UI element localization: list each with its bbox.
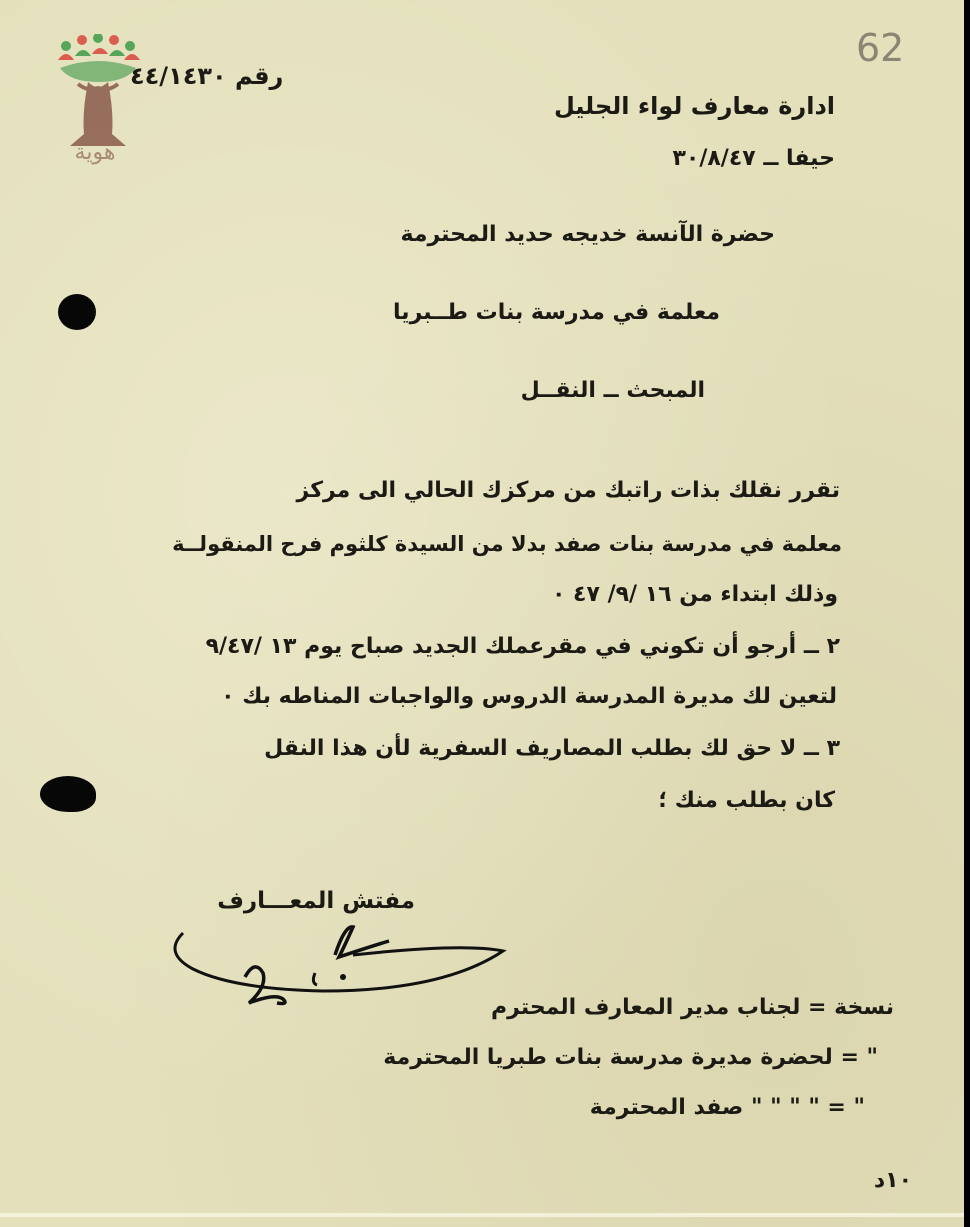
- body-line: ٣ ــ لا حق لك بطلب المصاريف السفرية لأن هذا النقل: [264, 736, 840, 761]
- place-date: حيفا ــ ٣٠/٨/٤٧: [672, 146, 835, 171]
- punch-hole: [40, 776, 96, 812]
- signature-title: مفتش المعـــارف: [217, 888, 415, 914]
- addressee-role: معلمة في مدرسة بنات طــبريا: [393, 300, 720, 325]
- subject-line: المبحث ــ النقــل: [520, 378, 705, 403]
- reference-number: رقم ٤٤/١٤٣٠: [130, 62, 284, 90]
- logo-word: هوية: [74, 140, 116, 165]
- punch-hole: [58, 294, 96, 330]
- addressee-name: حضرة الآنسة خديجه حديد المحترمة: [400, 222, 775, 247]
- body-line: معلمة في مدرسة بنات صفد بدلا من السيدة كلثوم فرح المنقولــة: [172, 532, 842, 556]
- body-line: ٢ ــ أرجو أن تكوني في مقرعملك الجديد صباح يوم ١٣ /٩/٤٧: [205, 634, 840, 659]
- page-number: 62: [856, 26, 905, 70]
- copy-line: نسخة = لجناب مدير المعارف المحترم: [491, 995, 894, 1020]
- body-line: تقرر نقلك بذات راتبك من مركزك الحالي الى مركز: [296, 478, 840, 503]
- footer-code: ١٠د: [873, 1168, 912, 1193]
- office-name: ادارة معارف لواء الجليل: [553, 92, 835, 120]
- body-line: وذلك ابتداء من ١٦ /٩/ ٤٧ ٠: [551, 582, 838, 607]
- handwritten-signature: [165, 915, 525, 1025]
- body-line: كان بطلب منك ؛: [658, 788, 835, 813]
- copy-line: " = لحضرة مديرة مدرسة بنات طبريا المحترمة: [383, 1045, 878, 1070]
- scan-edge: [964, 0, 970, 1227]
- tree-people-logo: [48, 34, 148, 189]
- copy-line: " = " " " " صفد المحترمة: [589, 1095, 865, 1120]
- body-line: لتعين لك مديرة المدرسة الدروس والواجبات المناطه بك ٠: [221, 684, 837, 709]
- scan-edge: [0, 1213, 970, 1217]
